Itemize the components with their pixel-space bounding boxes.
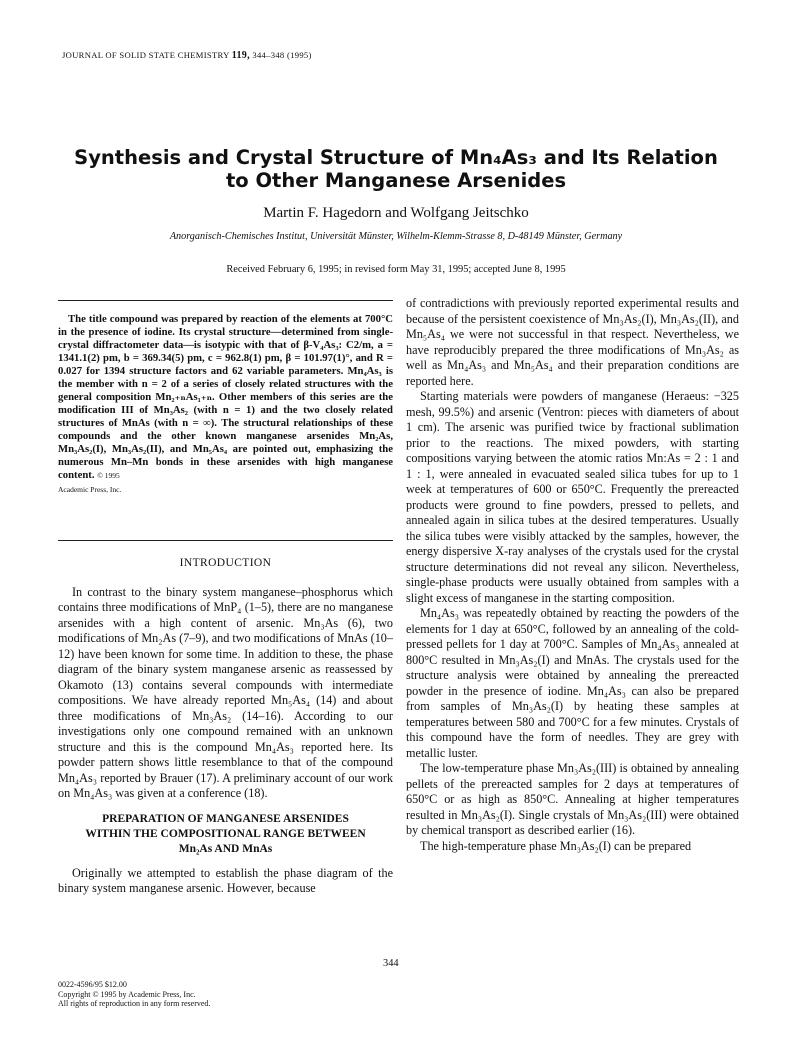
journal-pages: 344–348 (1995) [252,50,312,60]
abstract [58,313,393,496]
intro-paragraph: In contrast to the binary system manganese–phosphorus which contains three modifications of MnP₄ (1–5), there are no manganese arsenides with a high content of arsenic. Mn₃As (6), two modifications of Mn₂As (7–9), and two modifications of MnAs (10–12) have been known for some time. In addition to these, the phase diagram of the binary system manganese arsenic as reassessed by Okamoto (13) contains several compounds with intermediate compositions. We have already reported Mn₅As₄ (14) and about three modifications of Mn₃As₂ (14–16). According to our investigations only one compound remained with an unknown structure and this is the compound Mn₄As₃ reported here. Its powder pattern shows little resemblance to that of the compound Mn₄As₃ reported by Brauer (17). A preliminary account of our work on Mn₄As₃ was given at a conference (18). [58,584,393,800]
right-paragraph-3: Mn₄As₃ was repeatedly obtained by reacting the powders of the elements for 1 day at 650°C, followed by an annealing of the cold-pressed pellets for 1 day at 700°C. Samples of Mn₄As₃ annealed at 800°C resulted in Mn₃As₂(I) and MnAs. The crystals used for the structure analysis were obtained by annealing the prereacted powder in the presence of iodine. Mn₄As₃ can also be prepared from samples of Mn₃As₂(I) by heating these samples at temperatures between 580 and 700°C for a few minutes. Crystals of this compound have the form of needles. They are grey with metallic luster. [406,606,739,760]
prep-heading-line-2: WITHIN THE COMPOSITIONAL RANGE BETWEEN [85,827,366,840]
abstract-publisher: Academic Press, Inc. [58,485,122,494]
abstract-top-rule [58,300,393,301]
prep-heading [58,812,393,857]
prep-heading-line-3: Mn₂As AND MnAs [178,842,273,855]
prep-paragraph: Originally we attempted to establish the phase diagram of the binary system manganese arsenic. However, because [58,865,393,895]
journal-header [62,50,312,61]
right-paragraph-4: The low-temperature phase Mn₃As₂(III) is obtained by annealing pellets of the prereacted samples for 2 days at temperatures of 650°C or as high as 850°C. Annealing at higher temperatures resulted in Mn₃As₂(I). Single crystals of Mn₃As₂(III) were obtained by chemical transport as described earlier (16). [406,761,739,837]
journal-name: JOURNAL OF SOLID STATE CHEMISTRY [62,50,230,60]
footer [58,980,210,1009]
intro-heading: INTRODUCTION [179,557,272,569]
right-paragraph-1: of contradictions with previously reported experimental results and because of the persistent coexistence of Mn₃As₂(I), Mn₃As₂(II), and Mn₅As₄ we were not successful in that respect. Nevertheless, we have reproducibly prepared the three modifications of Mn₃As₂ as well as Mn₄As₃ and Mn₅As₄ and their preparation conditions are reported here. [406,296,739,388]
paper-title: Synthesis and Crystal Structure of Mn₄As₃ and Its Relation to Other Manganese Arsenides [74,146,718,192]
page-number: 344 [383,958,399,969]
footer-line-3: All rights of reproduction in any form reserved. [58,999,211,1009]
authors: Martin F. Hagedorn and Wolfgang Jeitschko [263,205,529,221]
prep-heading-line-1: PREPARATION OF MANGANESE ARSENIDES [102,812,349,825]
affiliation: Anorganisch-Chemisches Institut, Universität Münster, Wilhelm-Klemm-Strasse 8, D-48149 Münster, Germany [169,231,623,242]
right-paragraph-5: The high-temperature phase Mn₃As₂(I) can be prepared [420,838,692,853]
right-paragraph-2: Starting materials were powders of manganese (Heraeus: −325 mesh, 99.5%) and arsenic (Ventron: pieces with diameters of about 1 cm). The arsenic was purified twice by fractional sublimation prior to the reactions. The mixed powders, with starting compositions varying between the atomic ratios Mn:As = 2 : 1 and 1 : 1, were annealed in evacuated sealed silica tubes for up to 1 week at temperatures of 600 or 650°C. Frequently the prereacted products were ground to fine powders, pressed to pellets, and annealed again in silica tubes at the desired temperatures. Usually the silica tubes were visibly attacked by the samples, however, the energy dispersive X-ray analyses of the crystals used for the crystal structure determinations did not reveal any silicon. Nevertheless, single-phase products were usually obtained from samples with a slight excess of manganese in the starting composition. [406,389,739,605]
journal-volume: 119, [231,50,250,61]
received-dates: Received February 6, 1995; in revised form May 31, 1995; accepted June 8, 1995 [226,264,566,275]
left-column [58,556,393,897]
abstract-text: The title compound was prepared by reaction of the elements at 700°C in the presence of iodine. Its crystal structure—determined from single-crystal diffractometer data—is isotypic with that of β-V₄As₃: C2/m, a = 1341.1(2) pm, b = 369.34(5) pm, c = 962.8(1) pm, β = 101.97(1)°, and R = 0.027 for 1394 structure factors and 62 variable parameters. Mn₄As₃ is the member with n = 2 of a series of closely related structures with the general composition Mn₂₊ₙAs₁₊ₙ. Other members of this series are the modification III of Mn₃As₂ (with n = 1) and the two closely related structures of MnAs (with n = ∞). The structural relationships of these compounds and the other known manganese arsenides Mn₂As, Mn₃As₂(I), Mn₃As₂(II), and Mn₅As₄ are pointed out, emphasizing the numerous Mn–Mn bonds in these arsenides with high manganese content. [58,313,393,481]
footer-line-2: Copyright © 1995 by Academic Press, Inc. [58,989,196,999]
abstract-copyright: © 1995 [97,471,120,480]
right-column [406,296,739,854]
footer-line-1: 0022-4596/95 $12.00 [58,980,127,989]
abstract-bottom-rule [58,540,393,541]
